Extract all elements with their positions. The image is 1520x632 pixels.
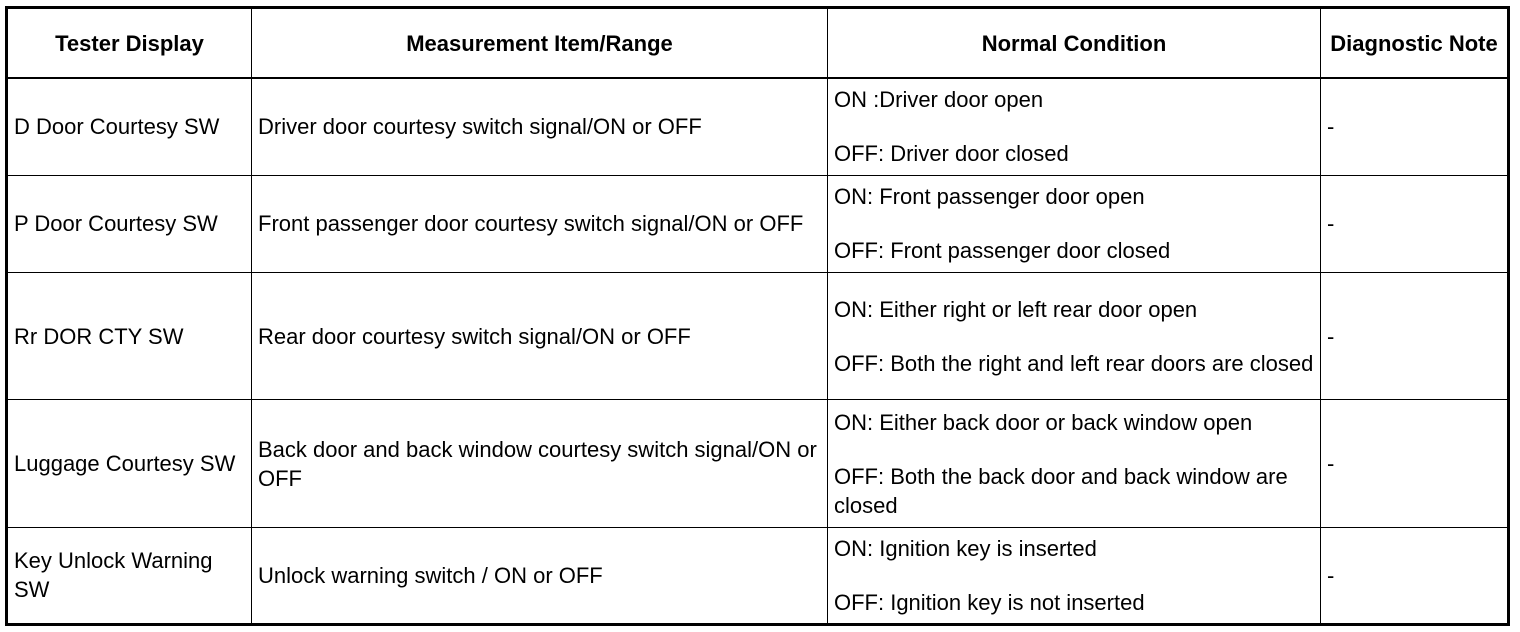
condition-gap <box>834 437 1314 462</box>
measurement-item-cell: Front passenger door courtesy switch signal/ON or OFF <box>252 175 828 272</box>
diagnostic-note-cell: - <box>1321 78 1509 175</box>
condition-off: OFF: Both the right and left rear doors are closed <box>834 350 1314 376</box>
condition-on: ON: Either back door or back window open <box>834 409 1253 435</box>
table-row <box>7 400 1509 527</box>
diagnostic-note-cell: - <box>1321 527 1509 624</box>
condition-on: ON: Ignition key is inserted <box>834 535 1097 561</box>
table-row <box>7 527 1509 624</box>
condition-off: OFF: Front passenger door closed <box>834 238 1171 264</box>
table-row <box>7 175 1509 272</box>
condition-gap <box>834 563 1314 588</box>
condition-on: ON: Front passenger door open <box>834 184 1145 210</box>
measurement-item-cell: Rear door courtesy switch signal/ON or OFF <box>252 273 828 400</box>
condition-gap <box>834 114 1314 139</box>
normal-condition-cell <box>828 400 1321 527</box>
tester-display-cell: D Door Courtesy SW <box>7 78 252 175</box>
measurement-item-cell: Back door and back window courtesy switch signal/ON or OFF <box>252 400 828 527</box>
diagnostic-table <box>5 6 1510 626</box>
header-measurement-item: Measurement Item/Range <box>252 8 828 79</box>
condition-gap <box>834 324 1314 349</box>
normal-condition-cell <box>828 527 1321 624</box>
tester-display-cell: Key Unlock Warning SW <box>7 527 252 624</box>
measurement-item-cell: Driver door courtesy switch signal/ON or OFF <box>252 78 828 175</box>
condition-off: OFF: Ignition key is not inserted <box>834 589 1145 615</box>
diagnostic-note-cell: - <box>1321 400 1509 527</box>
condition-off: OFF: Both the back door and back window are closed <box>834 463 1288 518</box>
tester-display-cell: Luggage Courtesy SW <box>7 400 252 527</box>
condition-gap <box>834 211 1314 236</box>
table-row <box>7 78 1509 175</box>
tester-display-cell: Rr DOR CTY SW <box>7 273 252 400</box>
header-tester-display: Tester Display <box>7 8 252 79</box>
condition-on: ON :Driver door open <box>834 87 1044 113</box>
table-row <box>7 273 1509 400</box>
normal-condition-cell <box>828 273 1321 400</box>
measurement-item-cell: Unlock warning switch / ON or OFF <box>252 527 828 624</box>
header-normal-condition: Normal Condition <box>828 8 1321 79</box>
normal-condition-cell <box>828 78 1321 175</box>
header-diagnostic-note: Diagnostic Note <box>1321 8 1509 79</box>
header-row <box>7 8 1509 79</box>
normal-condition-cell <box>828 175 1321 272</box>
tester-display-cell: P Door Courtesy SW <box>7 175 252 272</box>
diagnostic-note-cell: - <box>1321 175 1509 272</box>
condition-on: ON: Either right or left rear door open <box>834 296 1198 322</box>
diagnostic-note-cell: - <box>1321 273 1509 400</box>
condition-off: OFF: Driver door closed <box>834 141 1069 167</box>
